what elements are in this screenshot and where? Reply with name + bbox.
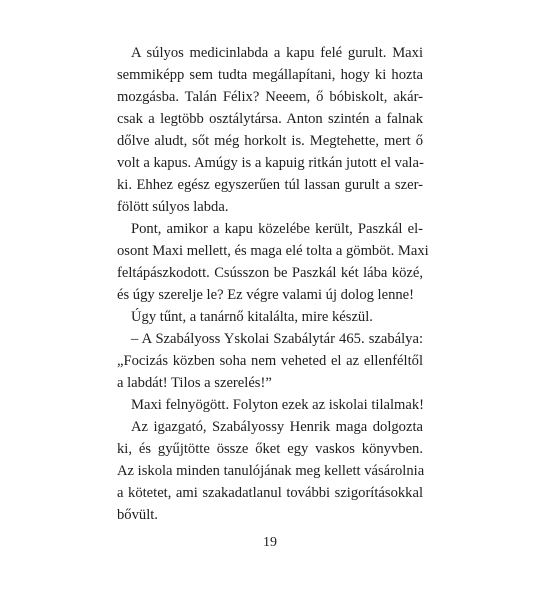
text-line: „Focizás közben soha nem veheted el az ellenféltől bbox=[117, 353, 423, 369]
text-line: Maxi felnyögött. Folyton ezek az iskolai tilalmak! bbox=[131, 397, 425, 413]
paragraph bbox=[117, 218, 429, 306]
text-line: bővült. bbox=[117, 507, 158, 523]
text-line: – A Szabályoss Yskolai Szabálytár 465. szabálya: bbox=[131, 331, 423, 347]
text-line: Az iskola minden tanulójának meg kellett vásárolnia bbox=[117, 463, 425, 479]
text-line: Pont, amikor a kapu közelébe került, Paszkál el- bbox=[131, 221, 423, 237]
text-line: semmiképp sem tudta megállapítani, hogy ki hozta bbox=[117, 67, 423, 83]
paragraph bbox=[117, 328, 423, 394]
text-line: volt a kapus. Amúgy is a kapuig ritkán jutott el vala- bbox=[117, 155, 424, 171]
paragraph bbox=[117, 416, 423, 526]
text-line: fölött súlyos labda. bbox=[117, 199, 229, 215]
text-line: dőlve aludt, sőt még horkolt is. Megtehette, mert ő bbox=[117, 133, 423, 149]
page-number: 19 bbox=[263, 535, 277, 550]
text-line: csak a legtöbb osztálytársa. Anton szintén a falnak bbox=[117, 111, 423, 127]
text-line: a kötetet, ami szakadatlanul további szigorításokkal bbox=[117, 485, 423, 501]
text-line: A súlyos medicinlabda a kapu felé gurult. Maxi bbox=[131, 45, 423, 61]
paragraph bbox=[117, 306, 423, 328]
text-line: Az igazgató, Szabályossy Henrik maga dolgozta bbox=[131, 419, 423, 435]
text-line: ki, és gyűjtötte össze őket egy vaskos könyvben. bbox=[117, 441, 423, 457]
text-line: Úgy tűnt, a tanárnő kitalálta, mire készül. bbox=[131, 309, 373, 325]
paragraph bbox=[117, 42, 423, 218]
text-line: mozgásba. Talán Félix? Neeem, ő bóbiskolt, akár- bbox=[117, 89, 423, 105]
text-line: osont Maxi mellett, és maga elé tolta a gömböt. Maxi bbox=[117, 243, 429, 259]
paragraph bbox=[117, 394, 423, 416]
text-line: feltápászkodott. Csússzon be Paszkál két lába közé, bbox=[117, 265, 423, 281]
body-text bbox=[117, 42, 429, 526]
text-line: a labdát! Tilos a szerelés!” bbox=[117, 375, 272, 391]
text-line: és úgy szerelje le? Ez végre valami új dolog lenne! bbox=[117, 287, 415, 303]
text-line: ki. Ehhez egész egyszerűen túl lassan gurult a szer- bbox=[117, 177, 423, 193]
